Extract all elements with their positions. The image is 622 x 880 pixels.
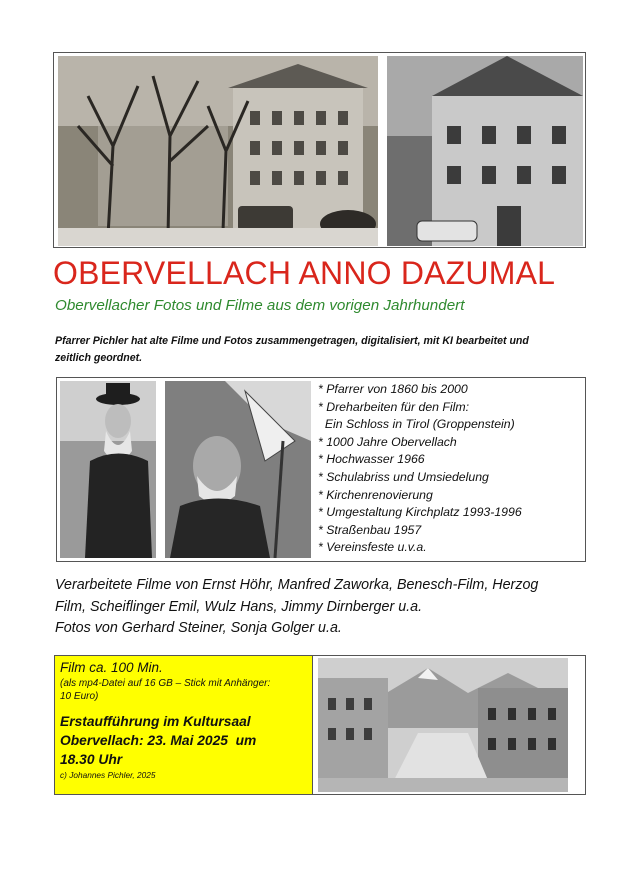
film-info-box [54,655,586,795]
topic-item: * Straßenbau 1957 [318,522,422,537]
credits-line: Verarbeitete Filme von Ernst Höhr, Manfred Zaworka, Benesch-Film, Herzog [55,577,539,593]
photo-village-mountains [318,658,568,792]
topics-box [56,377,586,562]
premiere-line: 18.30 Uhr [60,752,123,767]
photo-town-street [58,56,378,246]
film-format: (als mp4-Datei auf 16 GB – Stick mit Anhänger: 10 Euro) [60,678,271,702]
topic-item: * Dreharbeiten für den Film: [318,399,470,414]
photo-priest-portrait [60,381,156,558]
topic-item: * Schulabriss und Umsiedelung [318,469,489,484]
topic-item: * Umgestaltung Kirchplatz 1993-1996 [318,505,522,520]
film-info-panel [55,656,313,794]
topic-item: * 1000 Jahre Obervellach [318,434,457,449]
film-duration: Film ca. 100 Min. [60,660,163,675]
premiere-line: Erstaufführung im Kultursaal [60,714,251,729]
topic-item: * Pfarrer von 1860 bis 2000 [318,382,468,396]
topic-list [318,381,584,557]
main-title: OBERVELLACH ANNO DAZUMAL [53,255,556,291]
premiere-line: Obervellach: 23. Mai 2025 um [60,733,257,748]
copyright: c) Johannes Pichler, 2025 [60,770,156,780]
top-photo-strip [53,52,586,248]
credits-line: Fotos von Gerhard Steiner, Sonja Golger u.a. [55,620,342,636]
subtitle: Obervellacher Fotos und Filme aus dem vorigen Jahrhundert [55,297,465,314]
intro-line: zeitlich geordnet. [55,352,143,364]
photo-castle-building [387,56,583,246]
credits-line: Film, Scheiflinger Emil, Wulz Hans, Jimmy Dirnberger u.a. [55,598,423,615]
topic-item: * Hochwasser 1966 [318,452,425,467]
credits [55,575,595,640]
premiere-info [60,712,307,769]
intro-line: Pfarrer Pichler hat alte Filme und Fotos zusammengetragen, digitalisiert, mit KI bearbeitet und [55,335,529,347]
topic-item: * Kirchenrenovierung [318,487,433,502]
intro-text [55,333,595,367]
topic-item: * Vereinsfeste u.v.a. [318,540,427,555]
photo-old-man [165,381,311,558]
topic-item: Ein Schloss in Tirol (Groppenstein) [318,417,515,432]
